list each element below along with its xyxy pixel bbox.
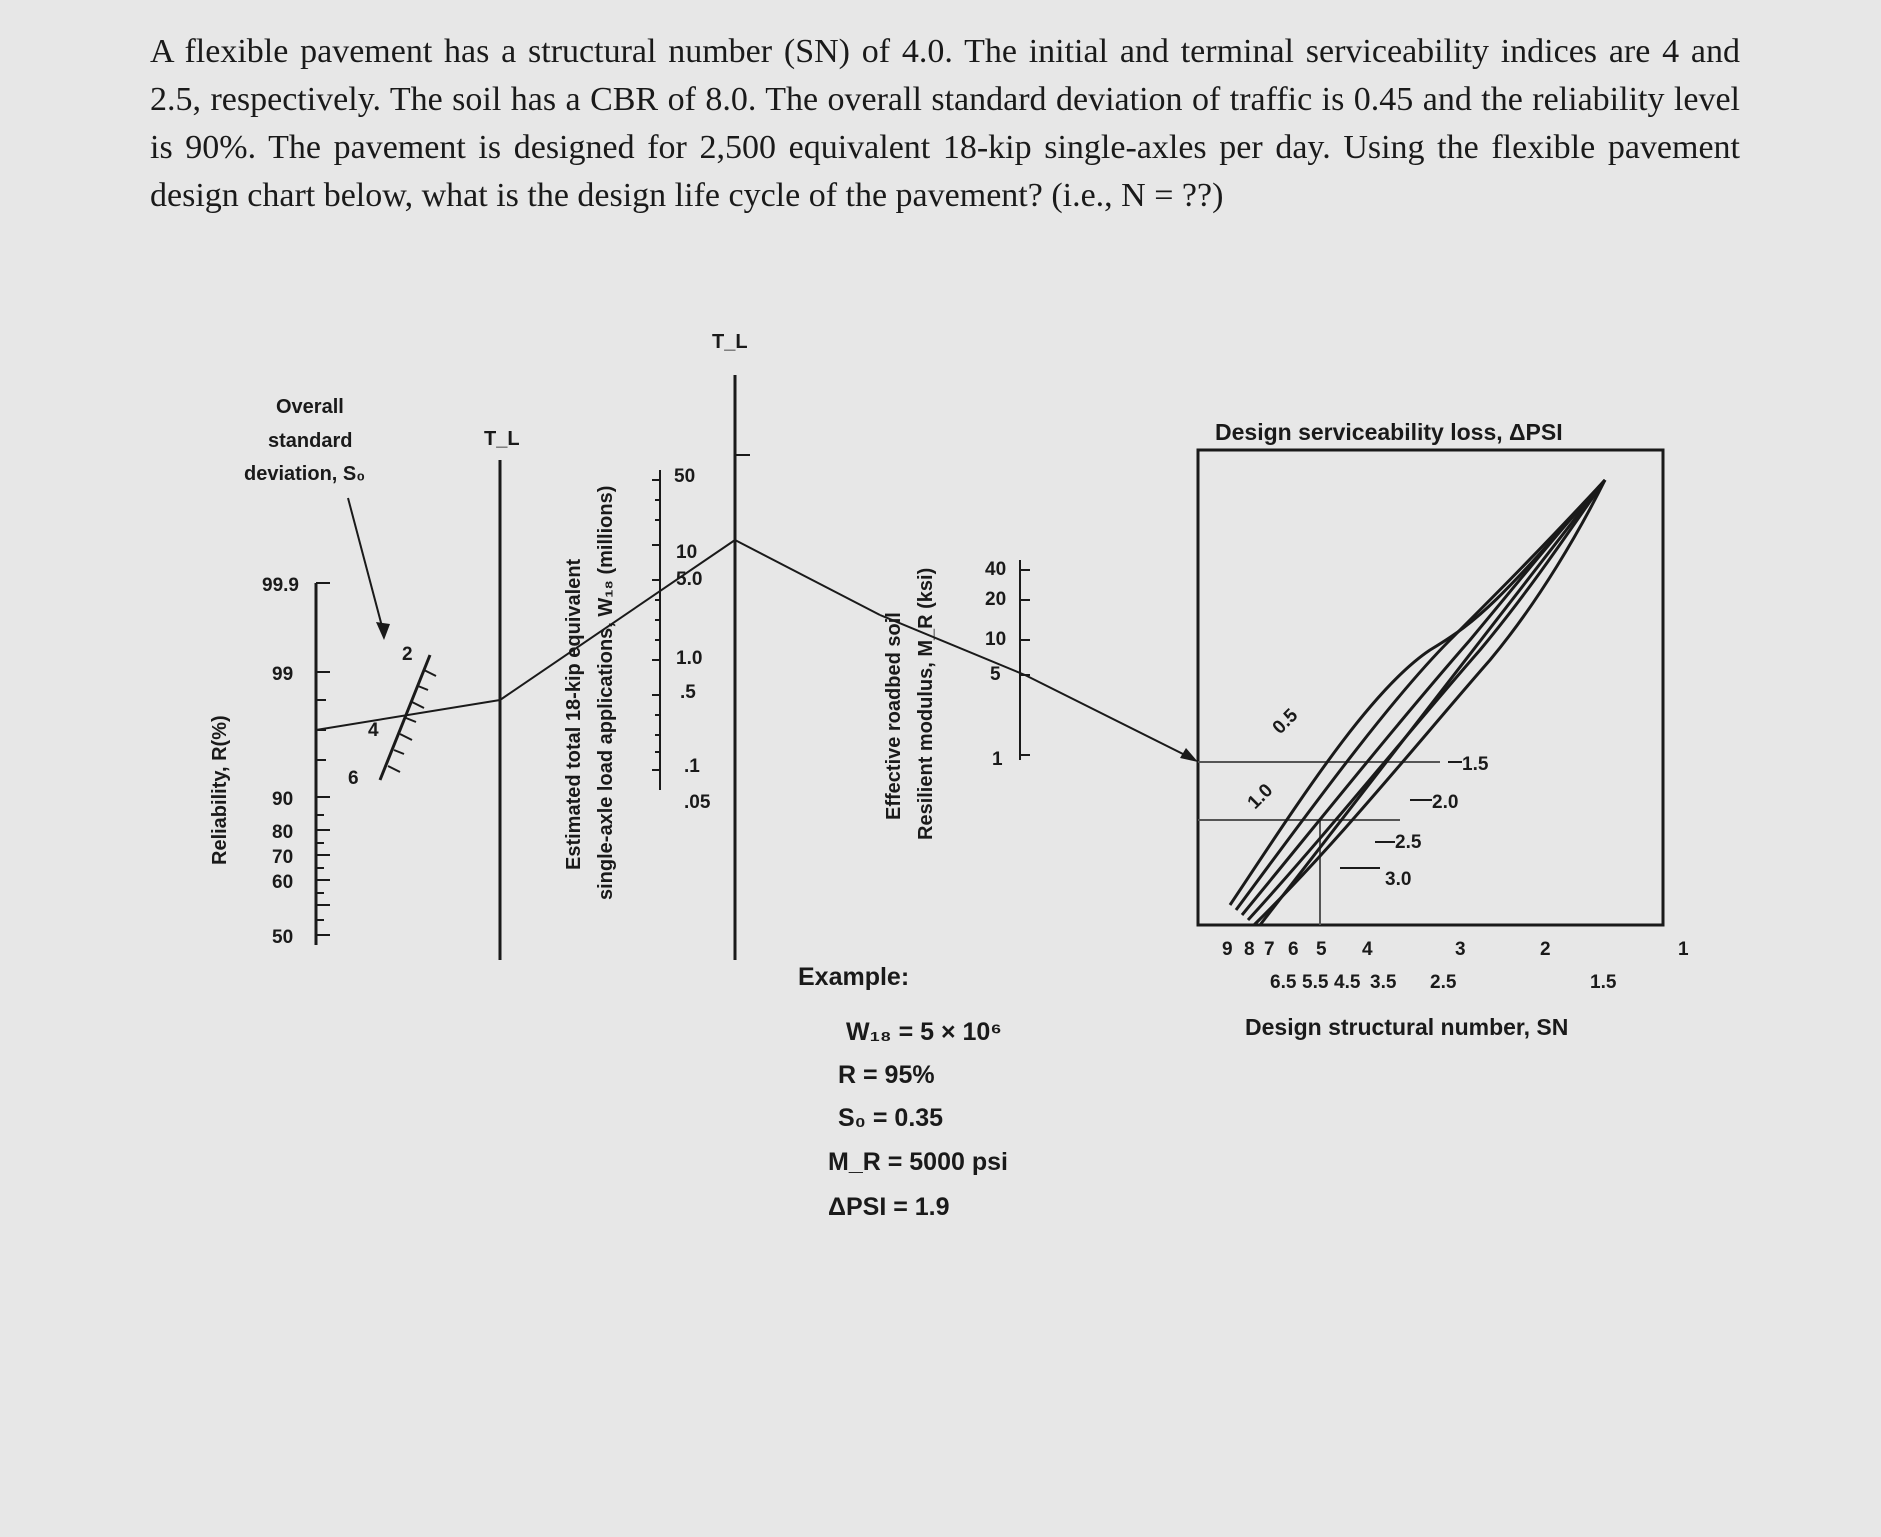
rel-tick-0: 99.9: [262, 575, 299, 596]
sn-bottom-4: 2.5: [1430, 972, 1457, 993]
w18-tick-0: 50: [674, 466, 696, 487]
sd-tick-0: 2: [402, 644, 413, 665]
sn-top-6: 3: [1455, 939, 1466, 960]
w18-label-1: Estimated total 18-kip equivalent: [563, 558, 585, 870]
example-block: [798, 963, 1008, 1221]
rel-tick-6: 50: [272, 927, 294, 948]
sd-label-3: deviation, S₀: [244, 463, 366, 485]
design-chart: [1198, 419, 1689, 1040]
mr-tick-4: 1: [992, 749, 1003, 770]
mr-tick-3: 5: [990, 664, 1001, 685]
psi-curve-5: 3.0: [1385, 869, 1412, 890]
resilient-modulus-axis: [883, 559, 1030, 840]
example-line-3: M_R = 5000 psi: [828, 1148, 1008, 1176]
sn-top-3: 6: [1288, 939, 1299, 960]
mr-tick-1: 20: [985, 589, 1007, 610]
sn-top-5: 4: [1362, 939, 1373, 960]
sn-top-7: 2: [1540, 939, 1551, 960]
reliability-label: Reliability, R(%): [209, 715, 231, 865]
example-line-1: R = 95%: [838, 1061, 935, 1089]
psi-curve-0: 0.5: [1268, 705, 1303, 739]
sd-tick-1: 4: [368, 720, 379, 741]
question-text: A flexible pavement has a structural number (SN) of 4.0. The initial and terminal serviceability indices are 4 and 2.5, respectively. The soil has a CBR of 8.0. The overall standard deviation of traffic is 0.45 and the reliability level is 90%. The pavement is designed for 2,500 equivalent 18-kip single-axles per day. Using the flexible pavement design chart below, what is the design life cycle of the pavement? (i.e., N = ??): [150, 33, 1740, 214]
example-path: [316, 540, 1198, 762]
example-line-0: W₁₈ = 5 × 10⁶: [846, 1018, 1002, 1046]
tl2-label: T_L: [712, 331, 748, 353]
example-title: Example:: [798, 963, 910, 991]
design-chart-title: Design serviceability loss, ΔPSI: [1215, 419, 1563, 445]
sd-label-2: standard: [268, 430, 353, 452]
w18-tick-5: .1: [684, 756, 700, 777]
psi-curve-4: 2.5: [1395, 832, 1422, 853]
example-line-2: S₀ = 0.35: [838, 1104, 944, 1132]
w18-axis: [563, 466, 711, 900]
sn-top-4: 5: [1316, 939, 1327, 960]
psi-curve-1: 1.0: [1243, 780, 1278, 814]
tl1-label: T_L: [484, 428, 520, 450]
psi-curve-2: 1.5: [1462, 754, 1489, 775]
mr-label-2: Resilient modulus, M_R (ksi): [915, 567, 937, 840]
design-chart-xlabel: Design structural number, SN: [1245, 1014, 1569, 1040]
rel-tick-3: 80: [272, 822, 294, 843]
rel-tick-2: 90: [272, 789, 294, 810]
w18-tick-4: .5: [680, 682, 696, 703]
rel-tick-4: 70: [272, 847, 294, 868]
reliability-axis: [209, 575, 330, 948]
mr-tick-2: 10: [985, 629, 1007, 650]
sn-top-0: 9: [1222, 939, 1233, 960]
w18-tick-1: 10: [676, 542, 698, 563]
sn-top-2: 7: [1264, 939, 1275, 960]
rel-tick-1: 99: [272, 664, 294, 685]
sn-bottom-0: 6.5: [1270, 972, 1297, 993]
sn-bottom-1: 5.5: [1302, 972, 1329, 993]
mr-label-1: Effective roadbed soil: [883, 612, 905, 820]
sn-top-1: 8: [1244, 939, 1255, 960]
sn-bottom-2: 4.5: [1334, 972, 1361, 993]
sn-bottom-5: 1.5: [1590, 972, 1617, 993]
w18-tick-6: .05: [684, 792, 711, 813]
sd-label-1: Overall: [276, 396, 344, 418]
sd-tick-2: 6: [348, 768, 359, 789]
turning-line-2: [712, 331, 750, 960]
mr-tick-0: 40: [985, 559, 1007, 580]
turning-line-1: [484, 428, 520, 960]
w18-tick-3: 1.0: [676, 648, 703, 669]
example-line-4: ΔPSI = 1.9: [828, 1193, 950, 1221]
sn-top-8: 1: [1678, 939, 1689, 960]
w18-tick-2: 5.0: [676, 569, 703, 590]
w18-label-2: single-axle load applications, W₁₈ (millions): [595, 485, 617, 900]
sn-bottom-3: 3.5: [1370, 972, 1397, 993]
rel-tick-5: 60: [272, 872, 294, 893]
psi-curve-3: 2.0: [1432, 792, 1459, 813]
